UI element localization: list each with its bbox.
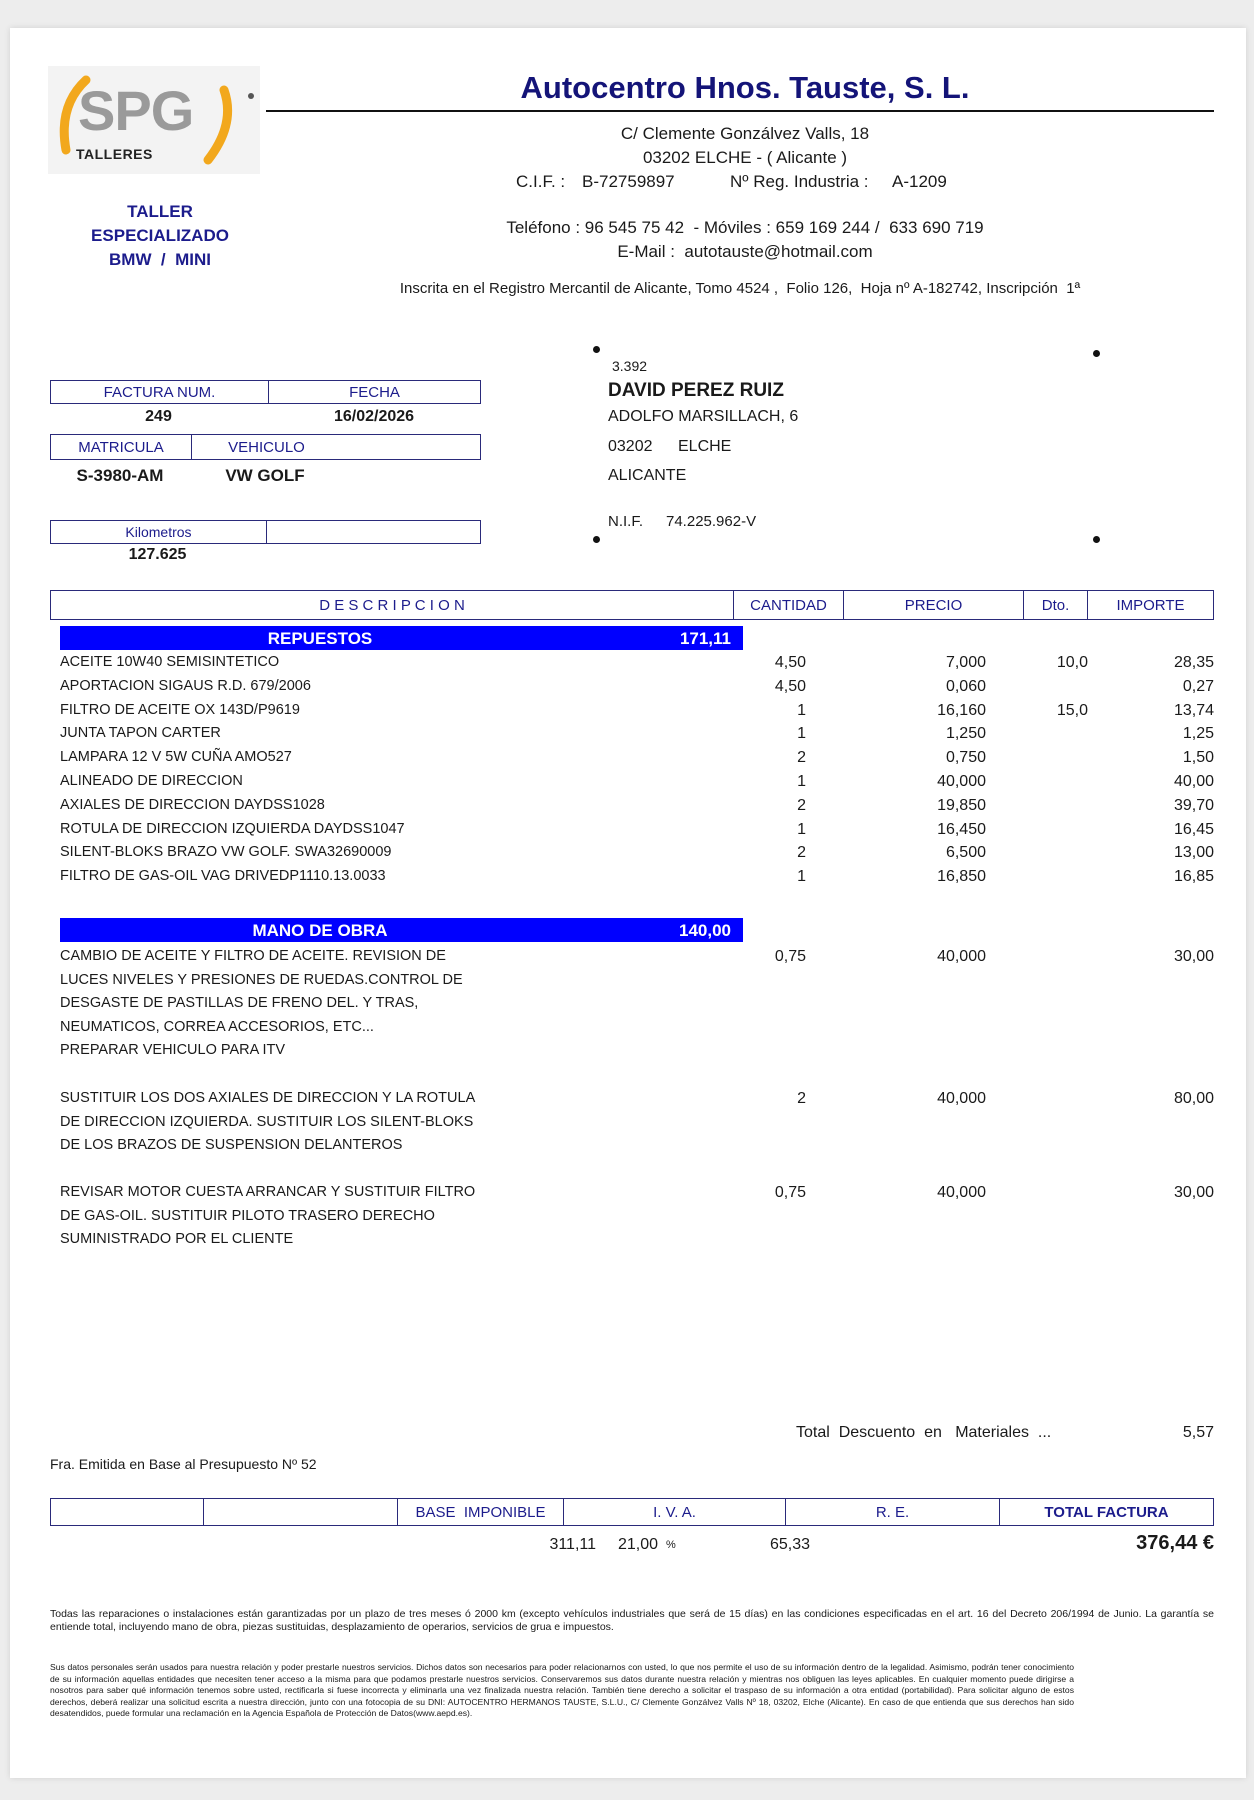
parts-section-bar	[60, 626, 743, 650]
invoice-page	[10, 28, 1246, 1778]
table-row	[60, 797, 1214, 821]
item-description: ROTULA DE DIRECCION IZQUIERDA DAYDSS1047	[60, 820, 405, 837]
privacy-text: Sus datos personales serán usados para nuestra relación y poder prestarle nuestros servicios. Dichos datos son necesarios para poder relacionarnos con usted, lo que nos permite el uso de su información dentro de la legalidad. Asimismo, podrán tener conocimiento de su información aquellas entidades que necesiten tener acceso a la misma para que podamos prestarle nuestros servicios. Conservaremos sus datos durante nuestra relación y mientras nos obliguen las leyes aplicables. En cualquier momento puede dirigirse a nosotros para saber qué información tenemos sobre usted, rectificarla si fuese incorrecta y eliminarla una vez finalizada nuestra relación. También tiene derecho a solicitar el traspaso de su información a otra entidad (portabilidad). Para solicitar alguno de estos derechos, deberá realizar una solicitud escrita a nuestra dirección, junto con una fotocopia de su DNI: AUTOCENTRO HERMANOS TAUSTE, S.L.U., C/ Clemente Gonzálvez Valls Nº 18, 03202, Elche (Alicante). En caso de que entienda que sus derechos han sido desatendidos, puede formular una reclamación en la Agencia Española de Protección de Datos(www.aepd.es).	[50, 1662, 1074, 1718]
re-label: R. E.	[785, 1499, 999, 1525]
km-label: Kilometros	[125, 524, 192, 540]
client-zip: 03202	[608, 438, 653, 455]
client-nif: 74.225.962-V	[666, 513, 757, 530]
labor-title: MANO DE OBRA	[252, 921, 388, 940]
corner-dot	[593, 536, 600, 543]
cif-label: C.I.F. :	[516, 172, 566, 191]
item-amount: 28,35	[1173, 654, 1214, 671]
vehicle-value: VW GOLF	[225, 466, 305, 485]
col-price: PRECIO	[843, 591, 1023, 619]
labor-description-line: DE GAS-OIL. SUSTITUIR PILOTO TRASERO DERECHO	[60, 1207, 435, 1224]
table-row	[60, 821, 1214, 845]
company-address-2: 03202 ELCHE - ( Alicante )	[642, 148, 848, 167]
invoice-date: 16/02/2026	[333, 408, 415, 425]
warranty-text: Todas las reparaciones o instalaciones están garantizadas por un plazo de tres meses ó 2000 km (excepto vehículos industriales que será de 15 días) en las condiciones especificadas en el art. 16 del Decreto 206/1994 de Junio. La garantía se entiende total, incluyendo mano de obra, piezas sustituidas, desplazamiento de operarios, servicios de grua e impuestos.	[50, 1608, 1214, 1633]
spg-logo	[48, 66, 260, 174]
item-amount: 0,27	[1182, 677, 1214, 695]
iva-percent: %	[666, 1539, 676, 1551]
corner-dot	[1093, 350, 1100, 357]
labor-item	[60, 1090, 1214, 1161]
total-value: 376,44 €	[1136, 1532, 1214, 1554]
company-email: E-Mail : autotauste@hotmail.com	[617, 242, 873, 261]
discount-label: Total Descuento en Materiales ...	[796, 1424, 1052, 1441]
table-row	[60, 773, 1214, 797]
item-amount: 13,00	[1173, 844, 1214, 862]
labor-quantity: 0,75	[774, 948, 806, 965]
client-province: ALICANTE	[608, 467, 687, 484]
item-description: SILENT-BLOKS BRAZO VW GOLF. SWA32690009	[60, 844, 392, 861]
labor-description-line: DESGASTE DE PASTILLAS DE FRENO DEL. Y TRAS,	[60, 995, 419, 1012]
labor-quantity: 2	[797, 1090, 806, 1107]
item-quantity: 1	[797, 820, 806, 838]
iva-rate: 21,00	[618, 1536, 659, 1553]
corner-dot	[593, 346, 600, 353]
table-row	[60, 844, 1214, 868]
specialty-line-3: BMW / MINI	[109, 250, 211, 269]
item-amount: 39,70	[1173, 796, 1214, 814]
base-label: BASE IMPONIBLE	[397, 1499, 563, 1525]
item-quantity: 4,50	[774, 654, 806, 671]
labor-item	[60, 1184, 1214, 1255]
col-discount: Dto.	[1023, 591, 1087, 619]
item-quantity: 2	[797, 749, 806, 767]
labor-description-line: NEUMATICOS, CORREA ACCESORIOS, ETC...	[60, 1018, 374, 1035]
item-description: APORTACION SIGAUS R.D. 679/2006	[60, 677, 311, 694]
iva-value: 65,33	[769, 1536, 810, 1553]
base-value: 311,11	[549, 1536, 596, 1553]
plate-label: MATRICULA	[78, 438, 164, 456]
company-registry: Inscrita en el Registro Mercantil de Alicante, Tomo 4524 , Folio 126, Hoja nº A-182742, Inscripción 1ª	[399, 280, 1081, 297]
item-description: ALINEADO DE DIRECCION	[60, 773, 243, 789]
item-amount: 16,45	[1173, 820, 1214, 838]
labor-price: 40,000	[937, 1090, 986, 1107]
item-quantity: 2	[797, 844, 806, 862]
item-amount: 40,00	[1173, 773, 1214, 790]
invoice-num-header	[50, 380, 481, 404]
vehicle-header	[50, 434, 481, 460]
item-description: AXIALES DE DIRECCION DAYDSS1028	[60, 796, 325, 813]
table-row	[60, 868, 1214, 892]
item-price: 7,000	[945, 654, 986, 671]
client-name: DAVID PEREZ RUIZ	[608, 380, 784, 401]
item-price: 19,850	[937, 796, 986, 814]
company-phones: Teléfono : 96 545 75 42 - Móviles : 659 169 244 / 633 690 719	[506, 218, 984, 237]
labor-description-line: DE LOS BRAZOS DE SUSPENSION DELANTEROS	[60, 1137, 403, 1154]
item-amount: 1,50	[1182, 749, 1214, 767]
item-quantity: 2	[797, 796, 806, 814]
col-amount: IMPORTE	[1087, 591, 1213, 619]
header-rule	[266, 110, 1214, 112]
cif-value: B-72759897	[582, 172, 675, 191]
totals-empty-1	[51, 1499, 203, 1525]
item-price: 1,250	[945, 725, 986, 743]
labor-description-line: DE DIRECCION IZQUIERDA. SUSTITUIR LOS SILENT-BLOKS	[60, 1113, 474, 1130]
labor-section-bar	[60, 918, 743, 942]
invoice-num: 249	[145, 408, 172, 425]
item-amount: 13,74	[1173, 701, 1214, 719]
item-quantity: 4,50	[774, 677, 806, 695]
vehicle-label: VEHICULO	[191, 435, 341, 459]
item-price: 16,450	[937, 820, 986, 838]
company-address-1: C/ Clemente Gonzálvez Valls, 18	[620, 124, 870, 143]
client-nif-label: N.I.F.	[608, 513, 644, 530]
labor-amount: 30,00	[1173, 1184, 1214, 1201]
item-quantity: 1	[797, 701, 806, 719]
columns-header	[50, 590, 1214, 620]
totals-empty-2	[203, 1499, 397, 1525]
km-header	[50, 520, 481, 544]
item-description: FILTRO DE GAS-OIL VAG DRIVEDP1110.13.0033	[60, 868, 386, 885]
labor-amount: 30,00	[1173, 948, 1214, 965]
item-description: ACEITE 10W40 SEMISINTETICO	[60, 654, 280, 670]
labor-total: 140,00	[679, 921, 731, 940]
item-amount: 1,25	[1182, 725, 1214, 743]
iva-label: I. V. A.	[563, 1499, 785, 1525]
labor-price: 40,000	[937, 1184, 986, 1201]
labor-description-line: SUMINISTRADO POR EL CLIENTE	[60, 1231, 294, 1248]
table-row	[60, 654, 1214, 678]
table-row	[60, 678, 1214, 702]
item-description: LAMPARA 12 V 5W CUÑA AMO527	[60, 749, 292, 766]
invoice-num-label: FACTURA NUM.	[103, 383, 216, 401]
company-name: Autocentro Hnos. Tauste, S. L.	[520, 70, 970, 105]
item-price: 0,750	[945, 749, 986, 767]
table-row	[60, 725, 1214, 749]
reg-value: A-1209	[892, 172, 947, 191]
item-quantity: 1	[797, 725, 806, 743]
km-value: 127.625	[128, 546, 187, 563]
labor-description-line: REVISAR MOTOR CUESTA ARRANCAR Y SUSTITUIR FILTRO	[60, 1184, 476, 1200]
parts-title: REPUESTOS	[267, 629, 373, 648]
invoice-date-label: FECHA	[268, 381, 480, 403]
table-row	[60, 749, 1214, 773]
total-label: TOTAL FACTURA	[999, 1499, 1213, 1525]
km-empty-cell	[266, 521, 480, 543]
labor-description-line: SUSTITUIR LOS DOS AXIALES DE DIRECCION Y LA ROTULA	[60, 1090, 476, 1106]
corner-dot	[1093, 536, 1100, 543]
table-row	[60, 702, 1214, 726]
item-price: 16,850	[937, 868, 986, 886]
reg-label: Nº Reg. Industria :	[730, 172, 869, 191]
item-quantity: 1	[797, 868, 806, 886]
labor-amount: 80,00	[1173, 1090, 1214, 1107]
item-price: 0,060	[945, 677, 986, 695]
specialty-line-1: TALLER	[127, 202, 193, 221]
client-code: 3.392	[612, 358, 648, 374]
labor-description-line: PREPARAR VEHICULO PARA ITV	[60, 1042, 286, 1059]
item-amount: 16,85	[1173, 868, 1214, 886]
labor-item	[60, 948, 1214, 1066]
budget-note: Fra. Emitida en Base al Presupuesto Nº 52	[50, 1456, 317, 1472]
plate-value: S-3980-AM	[76, 466, 164, 485]
col-description: D E S C R I P C I O N	[319, 596, 465, 614]
labor-quantity: 0,75	[774, 1184, 806, 1201]
item-price: 16,160	[937, 701, 986, 719]
labor-description-line: LUCES NIVELES Y PRESIONES DE RUEDAS.CONTROL DE	[60, 971, 463, 988]
labor-description-line: CAMBIO DE ACEITE Y FILTRO DE ACEITE. REVISION DE	[60, 948, 446, 964]
item-price: 40,000	[937, 773, 986, 790]
labor-price: 40,000	[937, 948, 986, 965]
discount-value: 5,57	[1182, 1424, 1214, 1441]
totals-header	[50, 1498, 1214, 1526]
specialty-line-2: ESPECIALIZADO	[91, 226, 229, 245]
logo-text: SPG	[78, 79, 194, 142]
parts-total: 171,11	[679, 629, 731, 648]
logo-subtext: TALLERES	[76, 146, 153, 162]
item-price: 6,500	[945, 844, 986, 862]
client-city: ELCHE	[678, 438, 732, 455]
item-description: FILTRO DE ACEITE OX 143D/P9619	[60, 701, 300, 718]
client-street: ADOLFO MARSILLACH, 6	[608, 408, 799, 425]
item-description: JUNTA TAPON CARTER	[60, 725, 221, 742]
col-quantity: CANTIDAD	[733, 591, 843, 619]
item-discount: 15,0	[1056, 701, 1088, 719]
item-quantity: 1	[797, 773, 806, 790]
item-discount: 10,0	[1056, 654, 1088, 671]
